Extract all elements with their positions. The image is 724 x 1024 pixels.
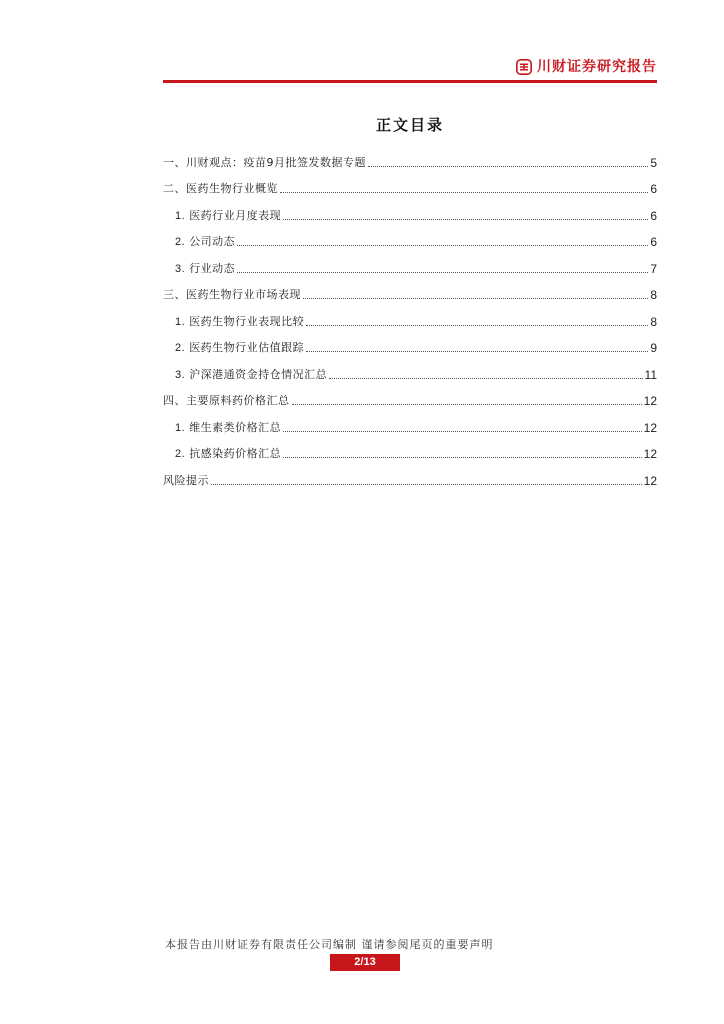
toc-dot-leader — [283, 457, 641, 458]
toc-entry-label — [163, 235, 235, 249]
toc-dot-leader — [368, 166, 648, 167]
toc-entry-text: 公司动态 — [189, 235, 236, 248]
toc-entry-number: 3. — [175, 262, 186, 275]
brand — [516, 59, 657, 75]
toc-entry-text: 三、医药生物行业市场表现 — [163, 288, 301, 301]
toc-entry[interactable] — [163, 143, 657, 170]
toc-entry-text: 二、医药生物行业概览 — [163, 182, 278, 195]
toc-entry[interactable] — [163, 355, 657, 382]
toc-entry[interactable] — [163, 249, 657, 276]
toc-entry[interactable] — [163, 461, 657, 488]
toc-dot-leader — [283, 431, 641, 432]
toc-entry-label — [163, 315, 304, 329]
toc-entry-page: 12 — [643, 473, 657, 488]
toc-entry-text: 风险提示 — [163, 473, 209, 487]
toc-dot-leader — [292, 404, 642, 405]
header-divider — [163, 80, 657, 83]
toc-entry-label — [163, 421, 281, 435]
toc-entry-label — [163, 288, 301, 302]
toc-entry-page: 7 — [650, 261, 657, 276]
toc-entry-label — [163, 209, 281, 223]
toc-entry[interactable] — [163, 382, 657, 409]
toc-entry-number: 3. — [175, 368, 186, 381]
toc-entry-number: 1. — [175, 315, 186, 328]
toc-entry-text: 医药生物行业表现比较 — [189, 314, 305, 328]
toc-entry-number: 1. — [175, 421, 186, 434]
toc-entry-label — [163, 182, 278, 196]
toc-entry-text: 医药生物行业估值跟踪 — [189, 341, 305, 354]
toc-entry[interactable] — [163, 435, 657, 462]
toc-entry-page: 11 — [644, 367, 657, 382]
toc-entry-page: 6 — [650, 235, 657, 249]
toc-entry-number: 2. — [175, 448, 186, 460]
toc-dot-leader — [306, 351, 648, 352]
toc-entry-text: 维生素类价格汇总 — [189, 420, 282, 434]
toc-entry[interactable] — [163, 329, 657, 356]
toc-entry-page: 8 — [650, 314, 657, 329]
toc-dot-leader — [237, 272, 648, 273]
toc-entry-number: 2. — [175, 342, 186, 354]
toc-dot-leader — [280, 192, 648, 193]
toc-entry-number: 1. — [175, 209, 186, 222]
brand-name: 川财证券研究报告 — [537, 59, 657, 75]
toc-entry-label — [163, 341, 304, 355]
toc-title: 正文目录 — [375, 116, 444, 134]
report-header — [163, 55, 657, 81]
toc-entry-label — [163, 156, 366, 170]
toc-entry-label — [163, 447, 281, 461]
toc-entry[interactable] — [163, 170, 657, 197]
toc-dot-leader — [329, 378, 642, 379]
table-of-contents — [163, 143, 657, 488]
toc-entry-label — [163, 394, 290, 408]
toc-entry[interactable] — [163, 302, 657, 329]
toc-entry-text: 沪深港通资金持仓情况汇总 — [189, 367, 328, 381]
toc-entry-label — [163, 474, 209, 488]
toc-dot-leader — [303, 298, 648, 299]
toc-entry-page: 12 — [643, 420, 657, 435]
toc-entry-page: 6 — [650, 208, 657, 223]
toc-entry-page: 12 — [643, 447, 657, 461]
toc-entry-label — [163, 368, 327, 382]
toc-entry-page: 9 — [650, 341, 657, 355]
toc-entry[interactable] — [163, 223, 657, 250]
toc-entry-text: 行业动态 — [189, 261, 236, 275]
toc-entry-label — [163, 262, 235, 276]
chuancai-logo-icon — [516, 59, 532, 75]
toc-entry-number: 2. — [175, 236, 186, 248]
toc-dot-leader — [306, 325, 648, 326]
toc-entry-page: 8 — [650, 288, 657, 302]
toc-entry-page: 12 — [643, 394, 657, 408]
footer-disclaimer: 本报告由川财证券有限责任公司编制 谨请参阅尾页的重要声明 — [165, 938, 494, 951]
toc-dot-leader — [237, 245, 648, 246]
toc-entry[interactable] — [163, 408, 657, 435]
toc-entry[interactable] — [163, 276, 657, 303]
toc-entry-text: 一、川财观点：疫苗9月批签发数据专题 — [163, 155, 366, 169]
toc-dot-leader — [283, 219, 648, 220]
toc-entry-page: 5 — [650, 155, 657, 170]
toc-entry-text: 抗感染药价格汇总 — [189, 447, 282, 460]
toc-entry-text: 医药行业月度表现 — [189, 208, 282, 222]
toc-entry-page: 6 — [650, 182, 657, 196]
toc-entry-text: 四、主要原料药价格汇总 — [163, 394, 290, 407]
toc-dot-leader — [211, 484, 642, 485]
page-number-badge: 2/13 — [330, 954, 400, 971]
toc-entry[interactable] — [163, 196, 657, 223]
